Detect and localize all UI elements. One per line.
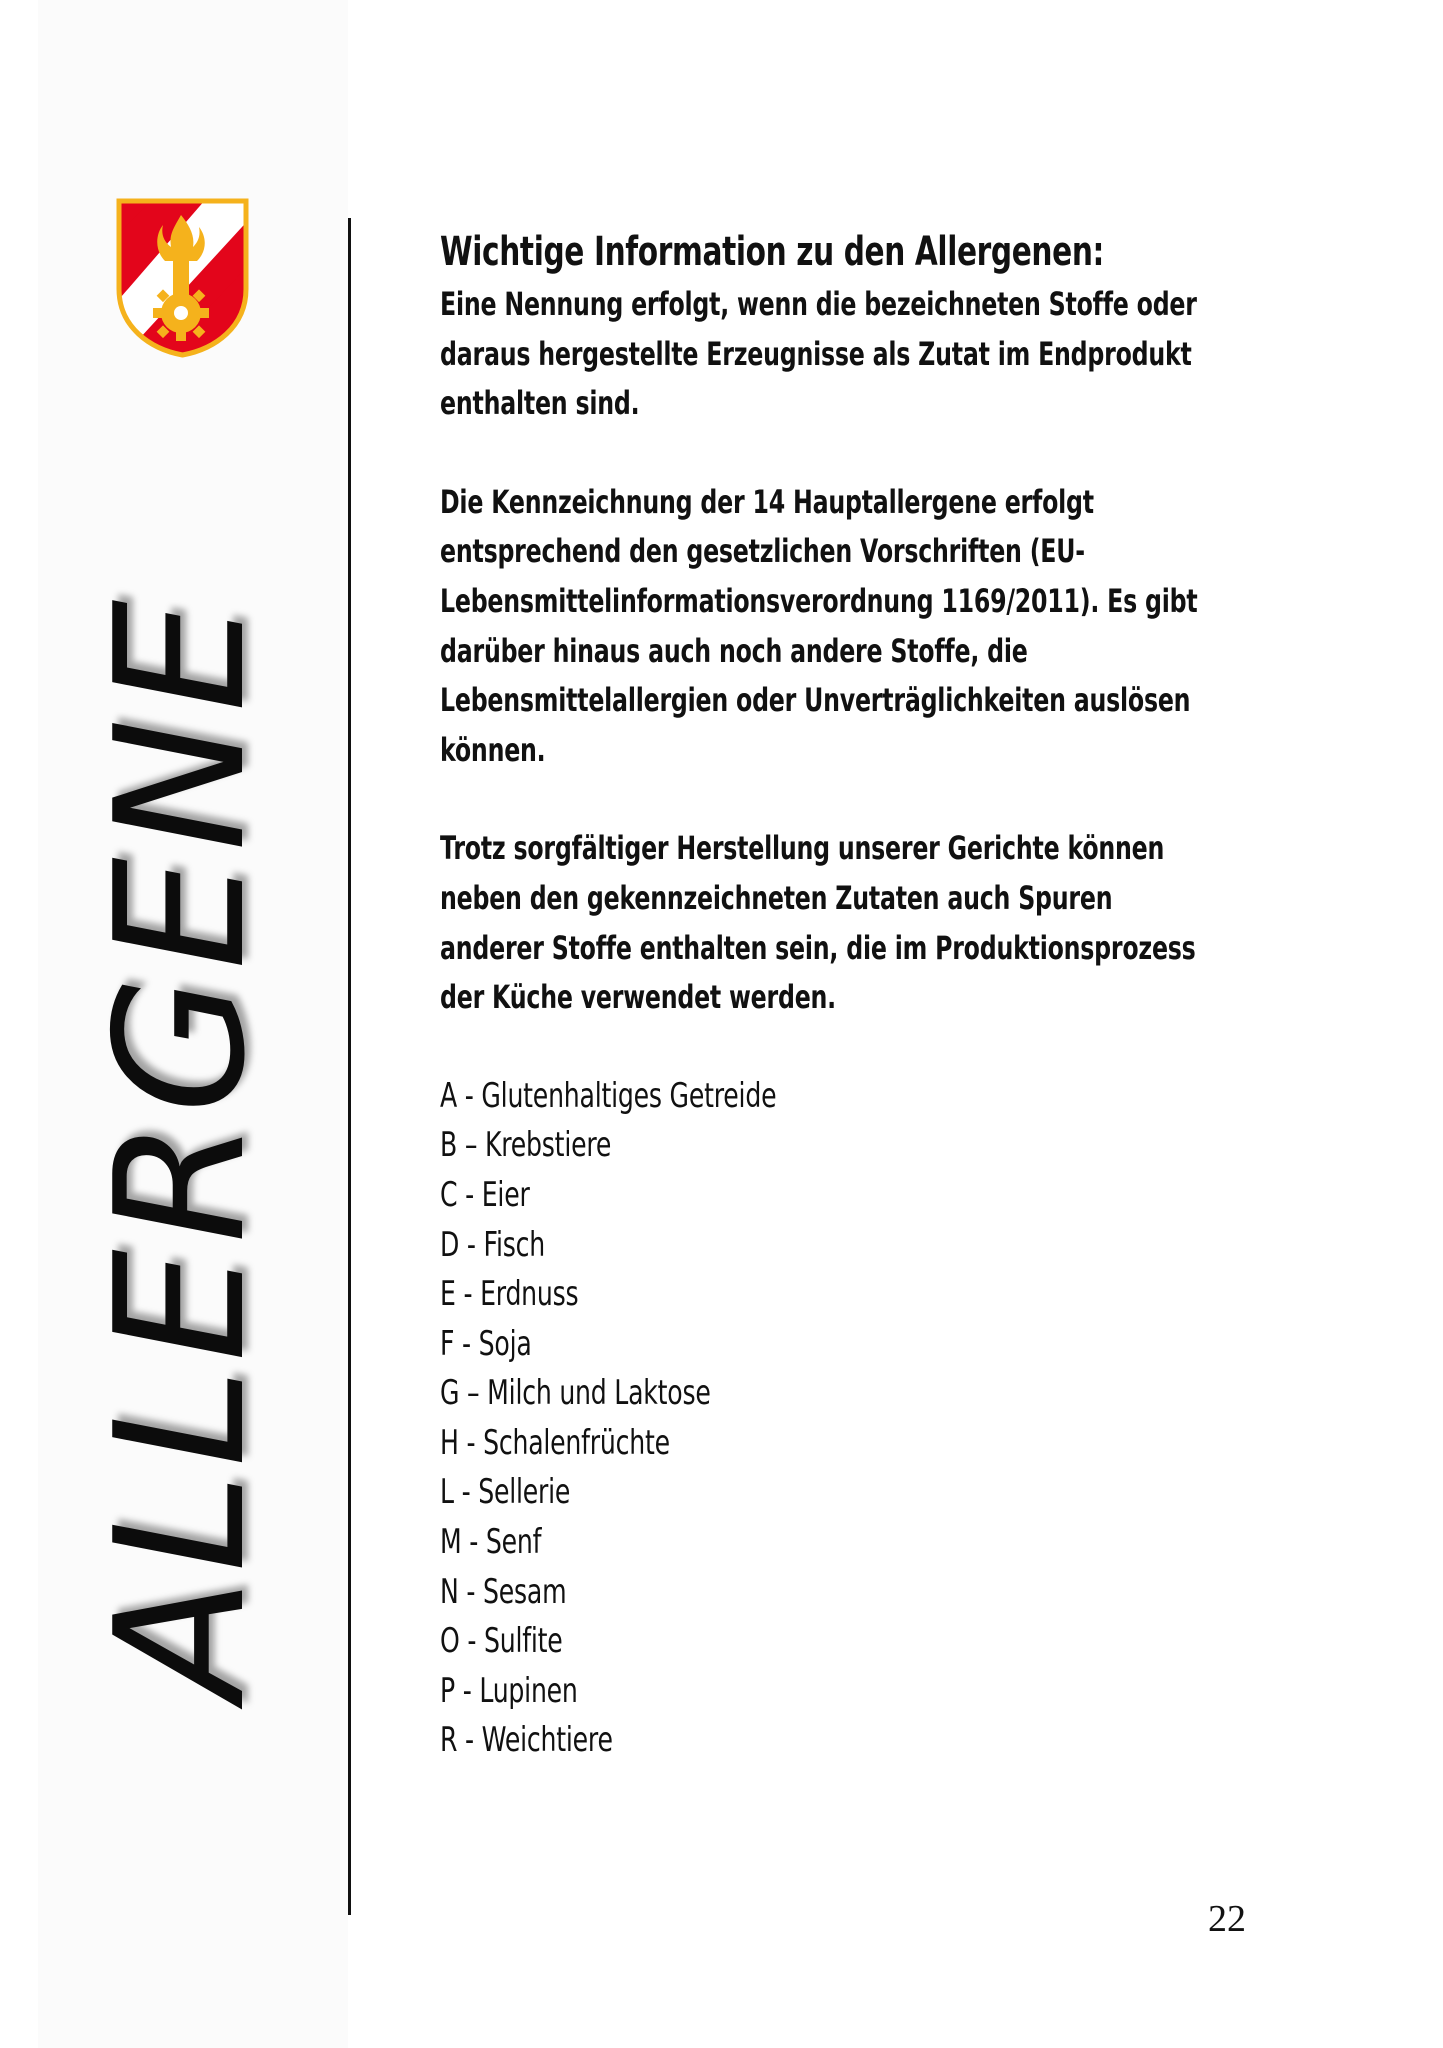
allergen-item: R - Weichtiere (440, 1720, 613, 1761)
allergen-item: H - Schalenfrüchte (440, 1422, 670, 1463)
allergen-item: E - Erdnuss (440, 1274, 579, 1315)
vertical-divider (348, 218, 351, 1915)
allergen-item: M - Senf (440, 1522, 542, 1563)
allergen-item: O - Sulfite (440, 1621, 563, 1662)
page-heading: Wichtige Information zu den Allergenen: (440, 229, 1105, 275)
allergen-item: C - Eier (440, 1174, 530, 1215)
allergen-item: G – Milch und Laktose (440, 1373, 711, 1414)
allergen-item: L - Sellerie (440, 1472, 571, 1513)
allergen-item: B – Krebstiere (440, 1125, 612, 1166)
allergen-item: A - Glutenhaltiges Getreide (440, 1075, 777, 1116)
main-content (440, 224, 1320, 1766)
paragraph-regulation: Die Kennzeichnung der 14 Hauptallergene erfolgt entsprechend den gesetzlichen Vorschriften (EU-Lebensmittelinformationsverordnung 1169/2011). Es gibt darüber hinaus auch noch andere Stoffe, die Lebensmittelallergien oder Unverträglichkeiten auslösen können. (440, 482, 1198, 769)
fire-brigade-emblem-icon (115, 197, 250, 359)
allergen-item: F - Soja (440, 1323, 532, 1364)
allergen-list (440, 1072, 1320, 1766)
allergen-item: D - Fisch (440, 1224, 545, 1265)
allergen-item: P - Lupinen (440, 1670, 578, 1711)
side-title: ALLERGENE (77, 593, 284, 1700)
paragraph-intro: Eine Nennung erfolgt, wenn die bezeichneten Stoffe oder daraus hergestellte Erzeugnisse als Zutat im Endprodukt enthalten sind. (440, 285, 1197, 423)
paragraph-traces: Trotz sorgfältiger Herstellung unserer Gerichte können neben den gekennzeichneten Zutaten auch Spuren anderer Stoffe enthalten sein, die im Produktionsprozess der Küche verwendet werden. (440, 829, 1196, 1017)
page-number: 22 (1208, 1898, 1246, 1940)
allergen-item: N - Sesam (440, 1571, 567, 1612)
